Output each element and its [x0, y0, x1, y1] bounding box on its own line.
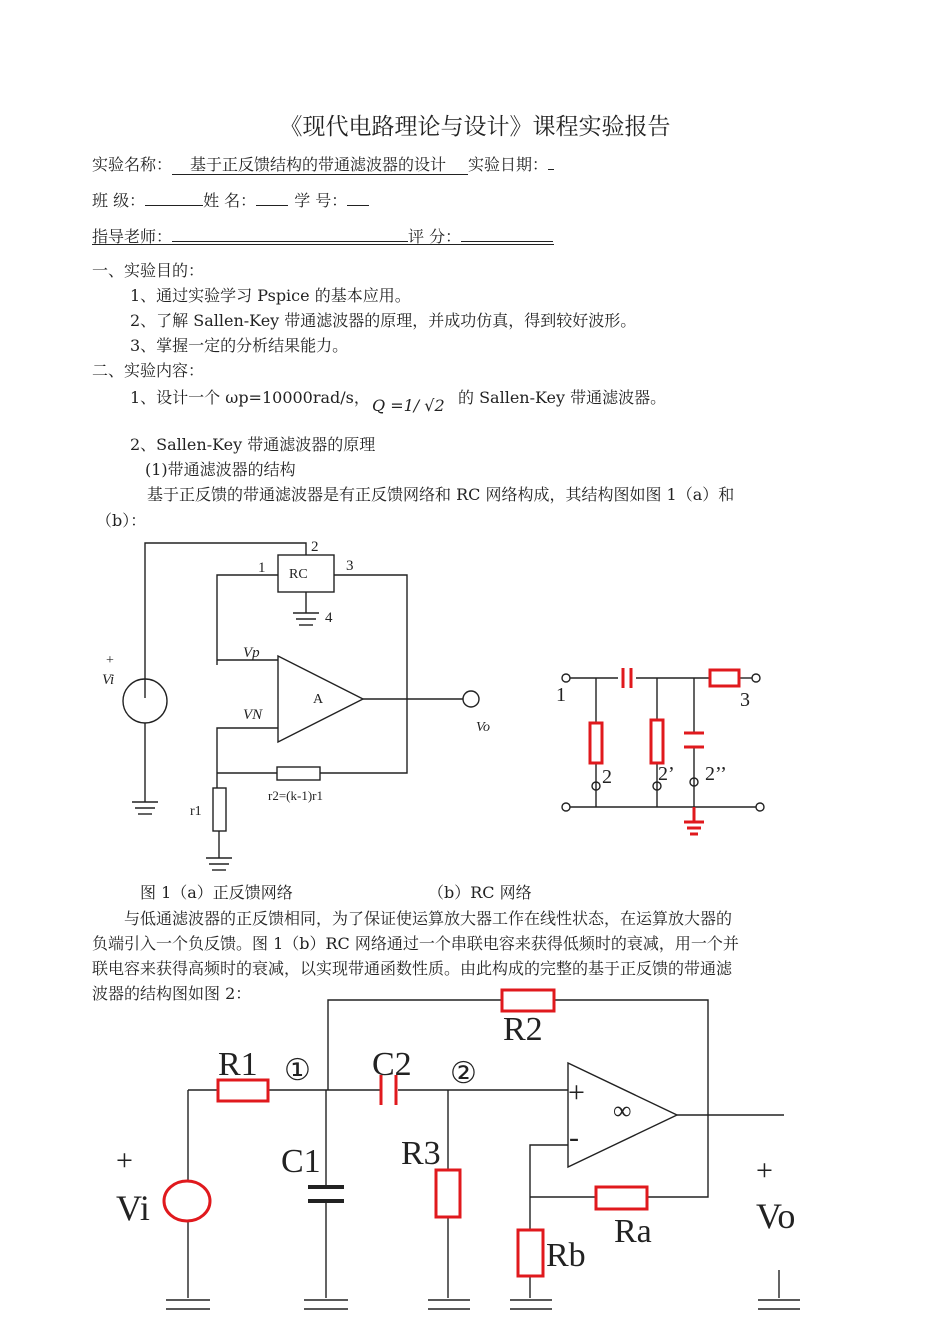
- fig2-rb-label: Rb: [546, 1237, 586, 1274]
- fig2-c1-label: C1: [281, 1143, 321, 1180]
- figure-1b: [556, 668, 764, 834]
- figure-1b-caption: （b）RC 网络: [428, 883, 532, 902]
- paragraph-2-line-4: 波器的结构图如图 2：: [92, 984, 252, 1003]
- section-2-item-2-sub: (1)带通滤波器的结构: [145, 460, 296, 479]
- fig1a-amp-label: A: [313, 692, 324, 707]
- section-1-item-2: 2、了解 Sallen-Key 带通滤波器的原理，并成功仿真，得到较好波形。: [130, 311, 637, 330]
- section-2-item-1-suffix: 的 Sallen-Key 带通滤波器。: [458, 388, 667, 407]
- figure-1a-caption: 图 1（a）正反馈网络: [140, 883, 293, 902]
- paragraph-2-line-2: 负端引入一个负反馈。图 1（b）RC 网络通过一个串联电容来获得低频时的衰减，用一个并: [92, 934, 739, 953]
- fig1a-plus-sign: +: [106, 653, 114, 668]
- fig2-r3-label: R3: [401, 1135, 441, 1172]
- fig1a-vn-label: VN: [243, 707, 263, 723]
- fig1a-vp-label: Vp: [243, 645, 260, 661]
- fig1a-r2-label: r2=(k-1)r1: [268, 788, 323, 803]
- fig1b-node-3: 3: [740, 689, 750, 711]
- paragraph-1-line-1: 基于正反馈的带通滤波器是有正反馈网络和 RC 网络构成，其结构图如图 1（a）和: [147, 485, 735, 504]
- fig1a-vo-label: Vo: [476, 720, 490, 735]
- figure-2: [116, 990, 800, 1309]
- fig1a-r1-label: r1: [190, 804, 202, 819]
- fig2-vi-label: Vi: [116, 1188, 150, 1228]
- section-2-item-2: 2、Sallen-Key 带通滤波器的原理: [130, 435, 376, 454]
- experiment-name-label: 实验名称：: [92, 155, 173, 174]
- score-label: 评 分：: [408, 227, 462, 246]
- fig1a-node-3: 3: [346, 558, 354, 574]
- fig2-ra-label: Ra: [614, 1213, 652, 1250]
- teacher-label: 指导老师：: [92, 227, 173, 246]
- fig2-opamp-minus: -: [569, 1121, 579, 1154]
- fig2-opamp-plus: +: [568, 1076, 585, 1109]
- section-1-item-3: 3、掌握一定的分析结果能力。: [130, 336, 349, 355]
- fig1b-node-2: 2: [602, 766, 612, 788]
- figure-1a-labels: [102, 539, 490, 819]
- student-id-label: 学 号：: [294, 191, 348, 210]
- fig2-node-1: ①: [284, 1054, 311, 1087]
- fig2-node-2: ②: [450, 1057, 477, 1090]
- fig2-r2-label: R2: [503, 1011, 543, 1048]
- fig1b-node-1: 1: [556, 684, 566, 706]
- fig1b-node-2pp: 2’’: [705, 763, 727, 785]
- fig1a-node-2: 2: [311, 539, 319, 555]
- report-title: 《现代电路理论与设计》课程实验报告: [279, 114, 671, 140]
- fig2-r1-label: R1: [218, 1046, 258, 1083]
- paragraph-2-line-1: 与低通滤波器的正反馈相同，为了保证使运算放大器工作在线性状态，在运算放大器的: [124, 909, 733, 928]
- q-formula: Q =1/ √2: [372, 396, 445, 415]
- fig1a-rc-label: RC: [289, 567, 308, 582]
- fig2-vo-plus: +: [756, 1154, 773, 1187]
- experiment-name-value: 基于正反馈结构的带通滤波器的设计: [172, 155, 468, 175]
- section-1-heading: 一、实验目的：: [92, 261, 205, 280]
- fig2-vo-label: Vo: [756, 1196, 796, 1236]
- paragraph-2-line-3: 联电容来获得高频时的衰减，以实现带通函数性质。由此构成的完整的基于正反馈的带通滤: [92, 959, 733, 978]
- fig1a-node-1: 1: [258, 560, 266, 576]
- fig1b-node-2p: 2’: [658, 763, 675, 785]
- fig2-opamp-infinity: ∞: [613, 1096, 632, 1125]
- section-1-item-1: 1、通过实验学习 Pspice 的基本应用。: [130, 286, 411, 305]
- figure-1a: [123, 543, 479, 870]
- experiment-date-label: 实验日期：: [468, 155, 549, 174]
- fig1a-vi-label: Vi: [102, 672, 115, 688]
- section-2-item-1-prefix: 1、设计一个 ωp=10000rad/s，: [130, 388, 370, 407]
- section-2-heading: 二、实验内容：: [92, 361, 205, 380]
- fig2-vi-plus: +: [116, 1144, 133, 1177]
- student-name-label: 姓 名：: [203, 191, 257, 210]
- fig2-c2-label: C2: [372, 1046, 412, 1083]
- paragraph-1-line-2: （b）：: [96, 511, 147, 530]
- fig1a-node-4: 4: [325, 610, 333, 626]
- class-label: 班 级：: [92, 191, 146, 210]
